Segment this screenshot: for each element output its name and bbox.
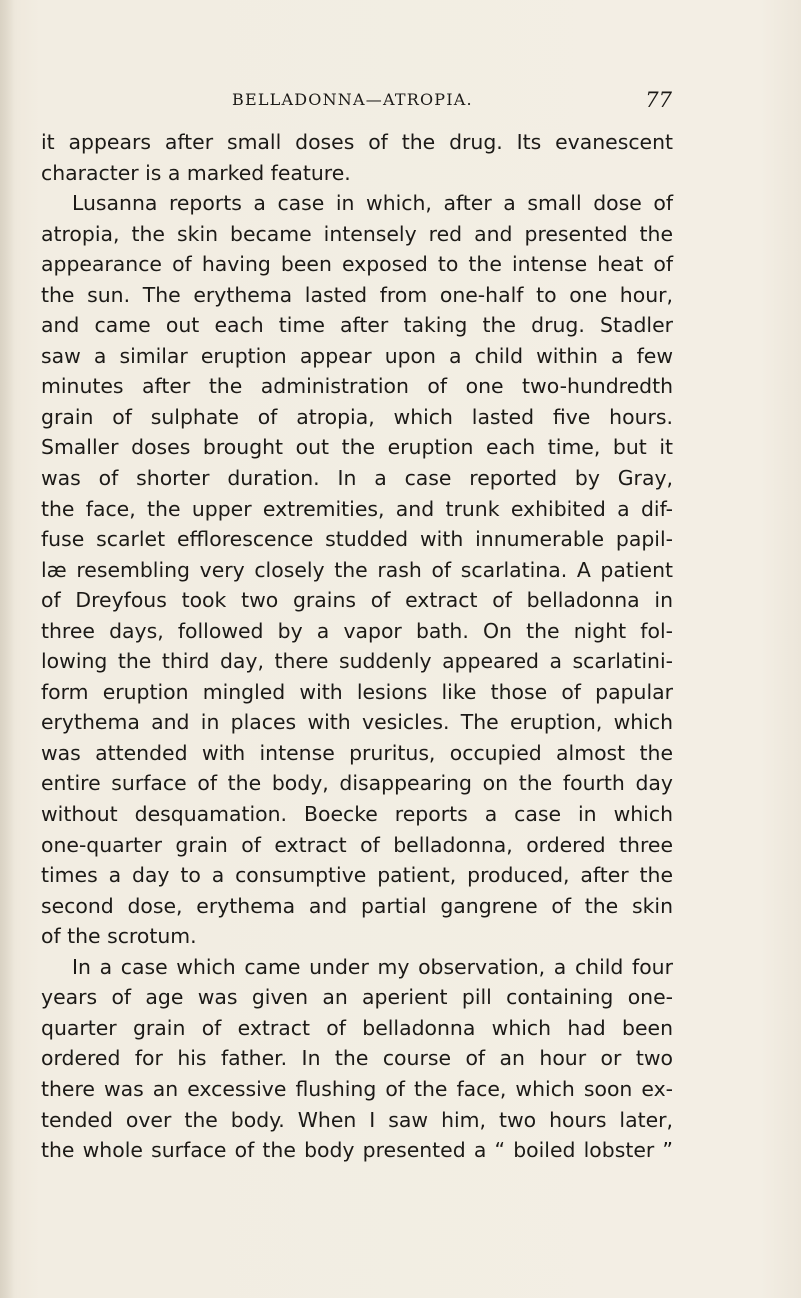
- text-line: entire surface of the body, disappearing on the fourth day: [41, 771, 673, 796]
- text-line: lowing the third day, there suddenly appeared a scarlatini-: [41, 649, 673, 674]
- text-line: the face, the upper extremities, and trunk exhibited a dif-: [41, 496, 673, 521]
- text-line: minutes after the administration of one two-hundredth: [41, 374, 673, 399]
- text-line: of Dreyfous took two grains of extract of belladonna in: [41, 588, 673, 613]
- text-line: the whole surface of the body presented a “ boiled lobster ”: [41, 1138, 673, 1163]
- text-line: the sun. The erythema lasted from one-half to one hour,: [41, 282, 673, 307]
- text-line: fuse scarlet efflorescence studded with innumerable papil-: [41, 527, 673, 552]
- text-line: one-quarter grain of extract of belladonna, ordered three: [41, 832, 673, 857]
- text-line: ordered for his father. In the course of an hour or two: [41, 1046, 673, 1071]
- body-text: [41, 127, 673, 1166]
- text-line: was of shorter duration. In a case reported by Gray,: [41, 466, 673, 491]
- text-line: Lusanna reports a case in which, after a small dose of: [72, 191, 673, 216]
- text-line: læ resembling very closely the rash of scarlatina. A patient: [41, 557, 673, 582]
- text-line: of the scrotum.: [41, 924, 197, 949]
- text-line: saw a similar eruption appear upon a child within a few: [41, 343, 673, 368]
- text-line: quarter grain of extract of belladonna which had been: [41, 1015, 673, 1040]
- text-line: times a day to a consumptive patient, produced, after the: [41, 863, 673, 888]
- text-line: years of age was given an aperient pill containing one-: [41, 985, 673, 1010]
- text-line: grain of sulphate of atropia, which lasted five hours.: [41, 404, 673, 429]
- text-line: character is a marked feature.: [41, 160, 351, 185]
- running-head: [232, 87, 672, 113]
- text-line: second dose, erythema and partial gangrene of the skin: [41, 893, 673, 918]
- text-line: it appears after small doses of the drug. Its evanescent: [41, 130, 673, 154]
- running-title: BELLADONNA—ATROPIA.: [232, 90, 473, 109]
- text-line: Smaller doses brought out the eruption each time, but it: [41, 435, 673, 460]
- text-line: tended over the body. When I saw him, two hours later,: [41, 1107, 673, 1132]
- page-number: 77: [645, 88, 672, 112]
- text-line: there was an excessive flushing of the face, which soon ex-: [41, 1076, 673, 1101]
- text-line: three days, followed by a vapor bath. On the night fol-: [41, 618, 673, 643]
- text-line: was attended with intense pruritus, occupied almost the: [41, 740, 673, 765]
- binding-gutter-shadow: [0, 0, 14, 1298]
- text-line: erythema and in places with vesicles. The eruption, which: [41, 710, 673, 735]
- text-line: In a case which came under my observation, a child four: [72, 954, 673, 979]
- text-line: and came out each time after taking the drug. Stadler: [41, 313, 673, 338]
- text-line: without desquamation. Boecke reports a case in which: [41, 802, 673, 827]
- text-line: appearance of having been exposed to the intense heat of: [41, 252, 673, 277]
- text-line: atropia, the skin became intensely red and presented the: [41, 221, 673, 246]
- text-line: form eruption mingled with lesions like those of papular: [41, 679, 673, 704]
